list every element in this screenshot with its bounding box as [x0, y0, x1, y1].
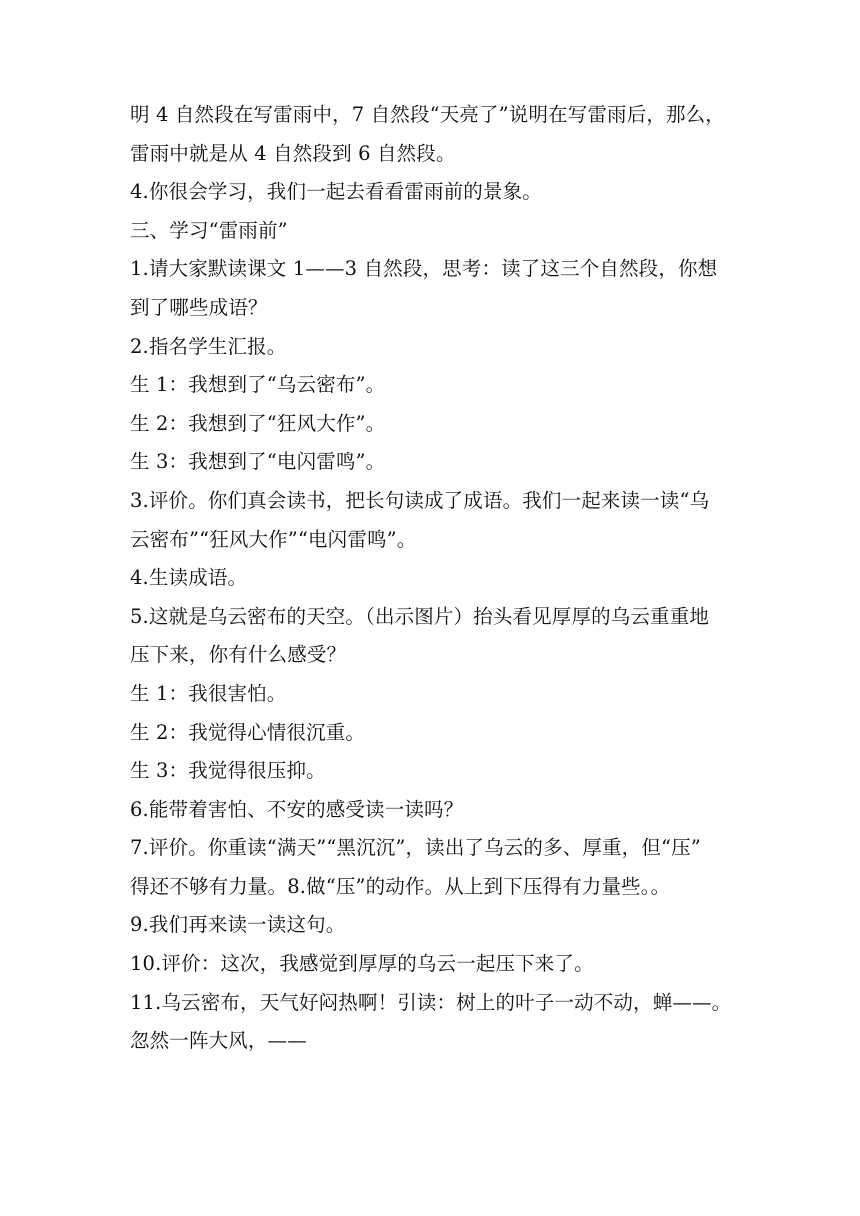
text-line: 到了哪些成语？ [130, 295, 268, 319]
text-line: 7.评价。你重读“满天”“黑沉沉”，读出了乌云的多、厚重，但“压” [130, 836, 701, 860]
text-line: 生 3：我想到了“电闪雷鸣”。 [130, 450, 386, 474]
text-line: 2.指名学生汇报。 [130, 334, 287, 358]
text-line: 云密布”“狂风大作”“电闪雷鸣”。 [130, 527, 417, 551]
text-line: 得还不够有力量。8.做“压”的动作。从上到下压得有力量些。。 [130, 874, 671, 898]
text-line: 明 4 自然段在写雷雨中，7 自然段“天亮了”说明在写雷雨后，那么， [130, 103, 725, 126]
text-line: 生 2：我觉得心情很沉重。 [130, 720, 366, 744]
text-line: 4.生读成语。 [130, 566, 248, 590]
text-line: 压下来，你有什么感受？ [130, 643, 347, 667]
text-line: 雷雨中就是从 4 自然段到 6 自然段。 [130, 141, 456, 165]
document-body [130, 96, 735, 1061]
text-line: 生 1：我很害怕。 [130, 681, 287, 705]
section-heading: 三、学习“雷雨前” [130, 218, 288, 242]
text-line: 9.我们再来读一读这句。 [130, 913, 346, 937]
text-line: 10.评价：这次，我感觉到厚厚的乌云一起压下来了。 [130, 952, 594, 976]
text-line: 6.能带着害怕、不安的感受读一读吗？ [130, 797, 464, 821]
text-line: 生 3：我觉得很压抑。 [130, 759, 326, 783]
text-line: 生 2：我想到了“狂风大作”。 [130, 411, 386, 435]
text-line: 生 1：我想到了“乌云密布”。 [130, 373, 386, 397]
text-line: 3.评价。你们真会读书，把长句读成了成语。我们一起来读一读“乌 [130, 488, 710, 512]
text-line: 5.这就是乌云密布的天空。（出示图片）抬头看见厚厚的乌云重重地 [130, 604, 710, 628]
text-line: 4.你很会学习，我们一起去看看雷雨前的景象。 [130, 180, 542, 204]
text-line: 1.请大家默读课文 1——3 自然段，思考：读了这三个自然段，你想 [130, 257, 718, 281]
text-line: 忽然一阵大风，—— [130, 1029, 307, 1053]
text-line: 11.乌云密布，天气好闷热啊！引读：树上的叶子一动不动，蝉——。 [130, 990, 732, 1014]
